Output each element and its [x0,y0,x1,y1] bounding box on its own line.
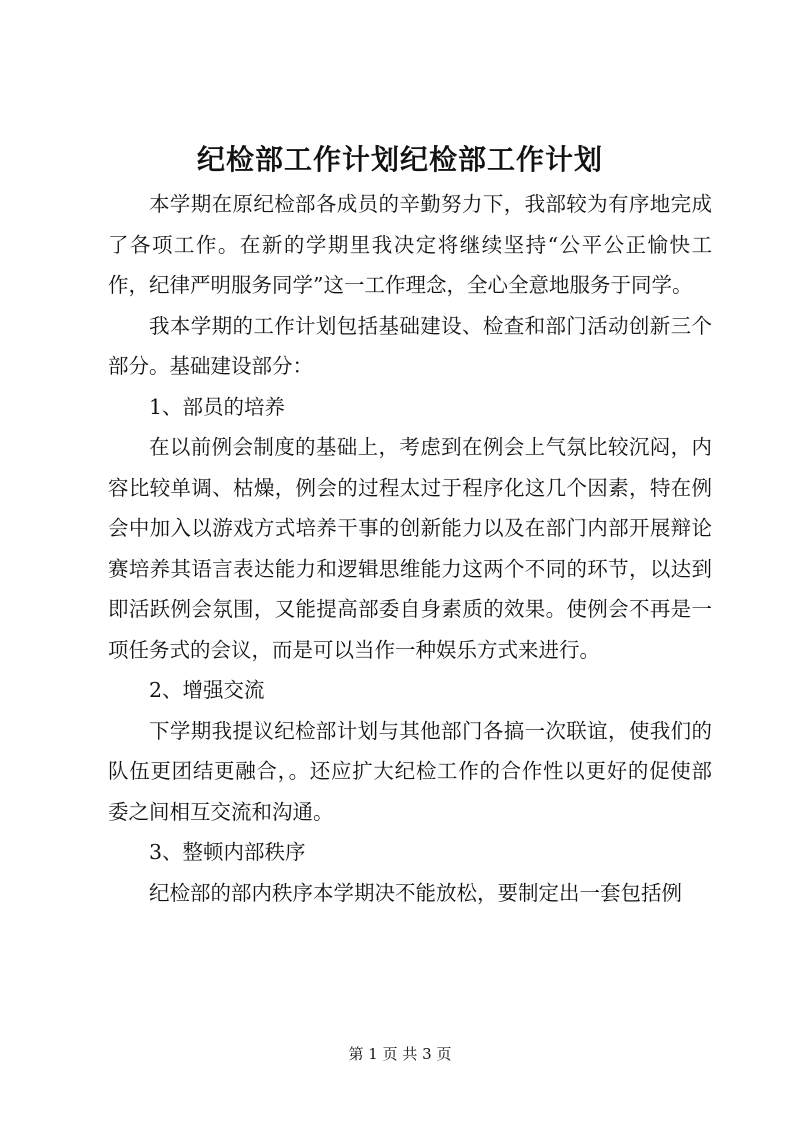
paragraph-internal-order: 纪检部的部内秩序本学期决不能放松，要制定出一套包括例 [149,880,682,905]
paragraph-communication: 下学期我提议纪检部计划与其他部门各搞一次联谊，使我们的队伍更团结更融合，。还应扩大纪检工作的合作性以更好的促使部委之间相互交流和沟通。 [108,718,712,824]
section-heading-member-training: 1、部员的培养 [149,394,286,419]
paragraph-plan-overview: 我本学期的工作计划包括基础建设、检查和部门活动创新三个部分。基础建设部分： [108,313,712,378]
document-title: 纪检部工作计划纪检部工作计划 [196,143,603,176]
section-heading-communication: 2、增强交流 [149,678,265,702]
document-body [108,184,712,913]
paragraph-intro: 本学期在原纪检部各成员的辛勤努力下，我部较为有序地完成了各项工作。在新的学期里我决定将继续坚持“公平公正愉快工作，纪律严明服务同学”这一工作理念，全心全意地服务于同学。 [108,192,712,297]
page-number-footer: 第 1 页 共 3 页 [348,1045,452,1063]
paragraph-member-training: 在以前例会制度的基础上，考虑到在例会上气氛比较沉闷，内容比较单调、枯燥，例会的过程太过于程序化这几个因素，特在例会中加入以游戏方式培养干事的创新能力以及在部门内部开展辩论赛培养其语言表达能力和逻辑思维能力这两个不同的环节，以达到即活跃例会氛围，又能提高部委自身素质的效果。使例会不再是一项任务式的会议，而是可以当作一种娱乐方式来进行。 [108,435,712,662]
section-heading-internal-order: 3、整顿内部秩序 [149,840,306,864]
